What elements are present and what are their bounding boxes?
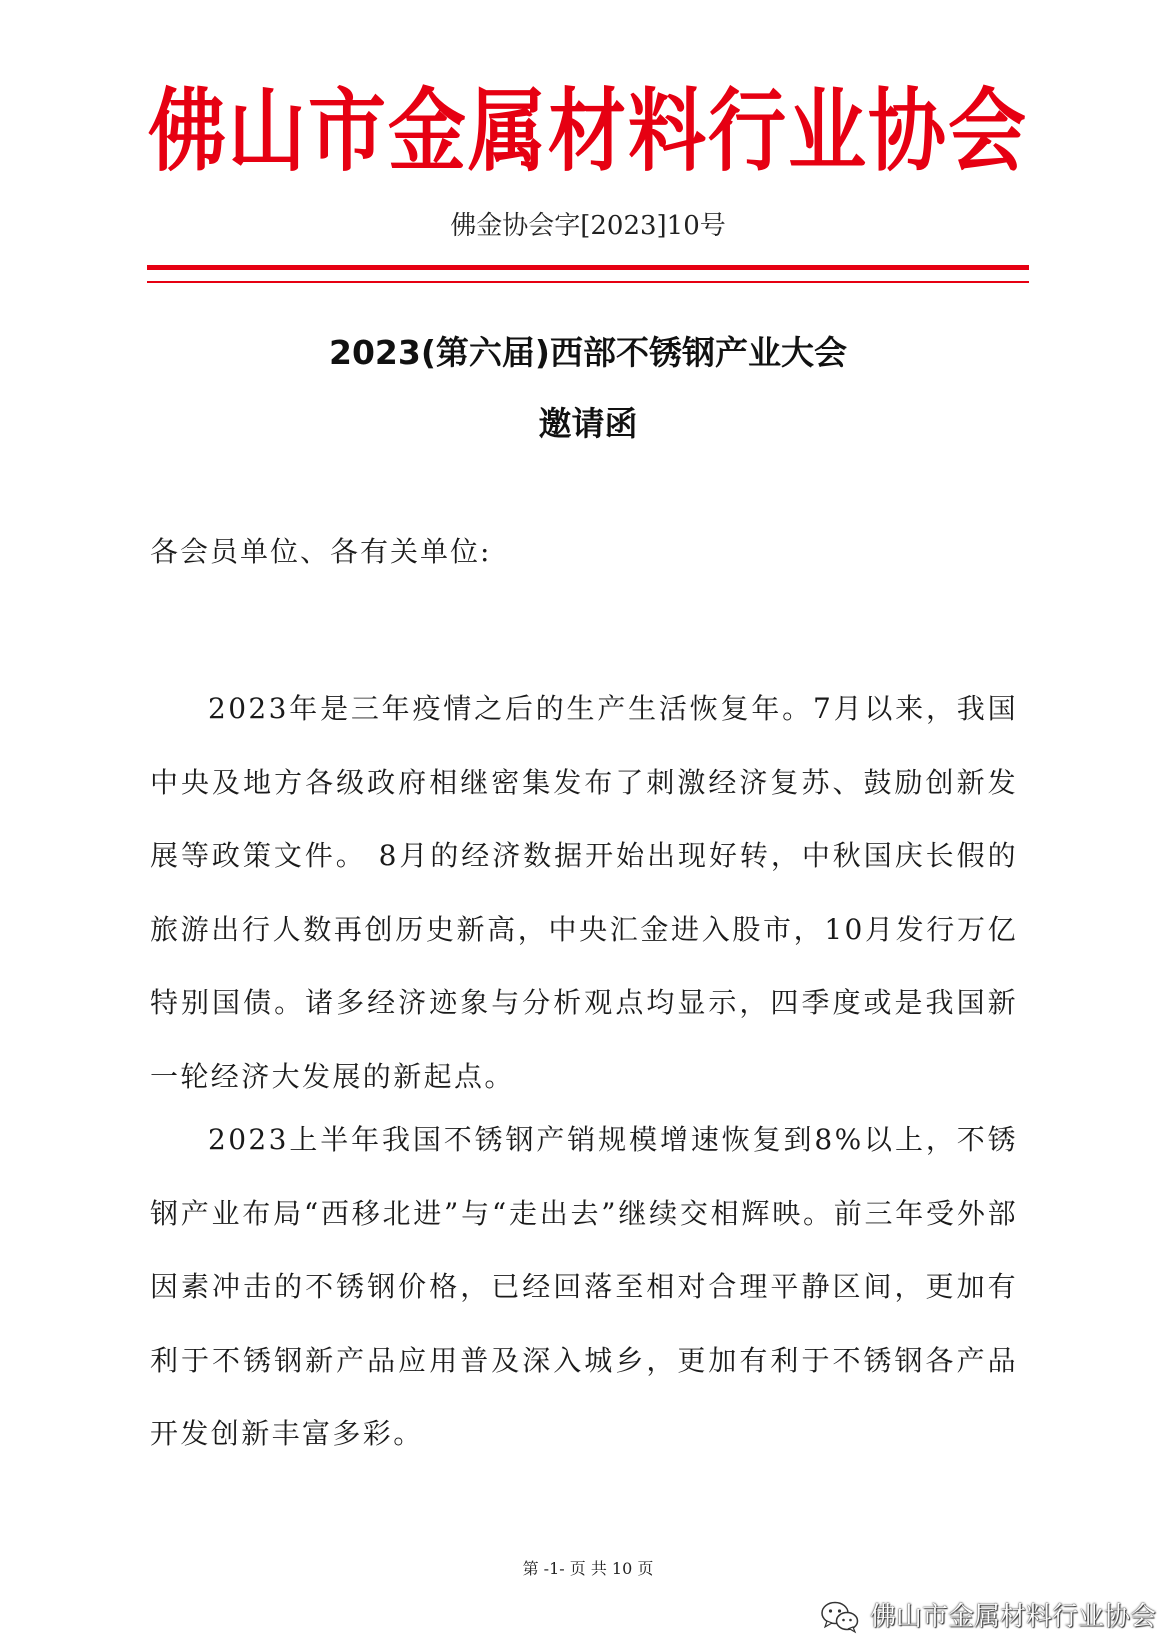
header-rule-thick — [147, 265, 1029, 270]
wechat-icon — [820, 1600, 860, 1634]
document-title: 2023(第六届)西部不锈钢产业大会 — [328, 333, 847, 372]
watermark-text: 佛山市金属材料行业协会 — [869, 1602, 1156, 1632]
page-indicator: 第 -1- 页 共 10 页 — [522, 1559, 654, 1578]
header-rule-thin — [147, 281, 1029, 283]
org-name-header: 佛山市金属材料行业协会 — [147, 80, 1028, 184]
salutation: 各会员单位、各有关单位: — [150, 535, 492, 568]
watermark — [820, 1600, 1156, 1634]
body-paragraph-2: 2023上半年我国不锈钢产销规模增速恢复到8%以上，不锈钢产业布局“西移北进”与“走出去”继续交相辉映。前三年受外部因素冲击的不锈钢价格，已经回落至相对合理平静区间，更加有利于不锈钢新产品应用普及深入城乡，更加有利于不锈钢各产品开发创新丰富多彩。 — [150, 1123, 1018, 1450]
document-subtitle: 邀请函 — [538, 404, 638, 443]
document-number: 佛金协会字[2023]10号 — [450, 211, 726, 241]
body-paragraph-1: 2023年是三年疫情之后的生产生活恢复年。7月以来，我国中央及地方各级政府相继密集发布了刺激经济复苏、鼓励创新发展等政策文件。 8月的经济数据开始出现好转，中秋国庆长假的旅游出行人数再创历史新高，中央汇金进入股市，10月发行万亿特别国债。诸多经济迹象与分析观点均显示，四季度或是我国新一轮经济大发展的新起点。 — [150, 692, 1018, 1093]
